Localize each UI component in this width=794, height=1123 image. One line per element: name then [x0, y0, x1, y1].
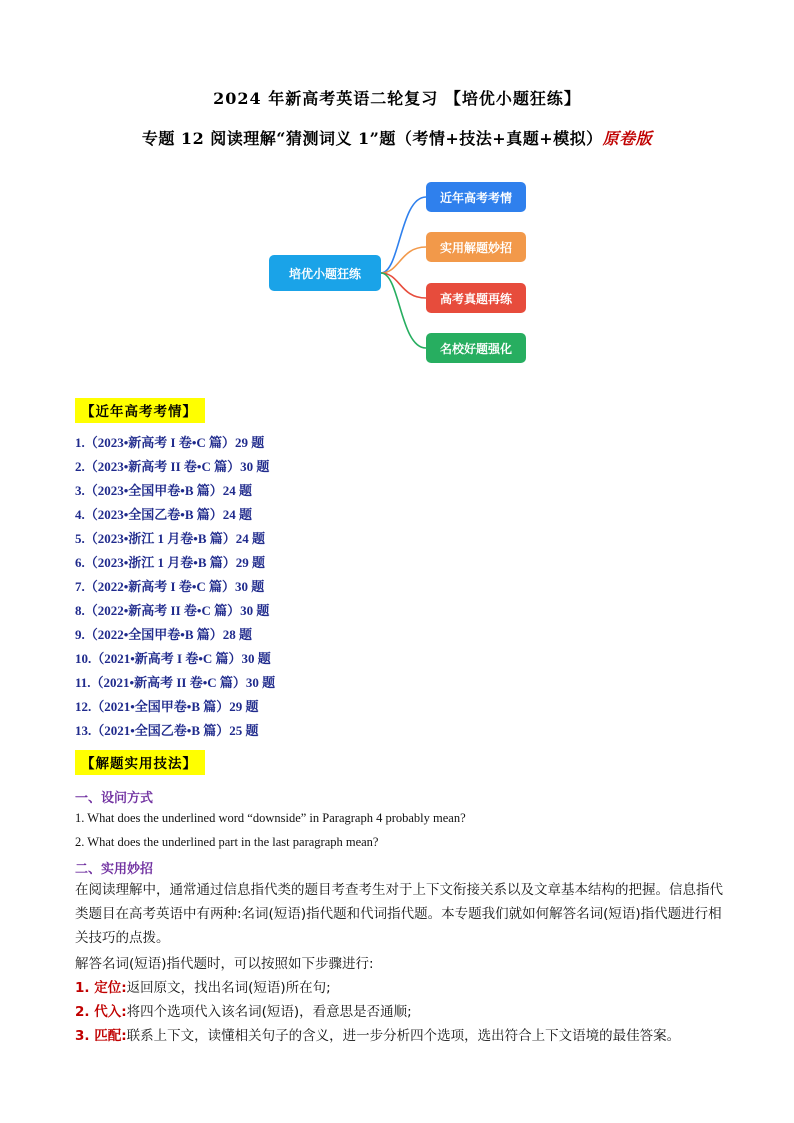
subheading-question-types: 一、设问方式 [75, 791, 154, 806]
page-title: 2024 年新高考英语二轮复习 【培优小题狂练】 [213, 89, 581, 108]
list-item: 5.（2023•浙江 1 月卷•B 篇）24 题 [75, 531, 266, 546]
section2-heading-label: 【解题实用技法】 [75, 750, 205, 775]
steps-intro: 解答名词(短语)指代题时，可以按照如下步骤进行: [75, 956, 374, 972]
list-item: 13.（2021•全国乙卷•B 篇）25 题 [75, 723, 259, 738]
step-match-text: 联系上下文，读懂相关句子的含义，进一步分析四个选项，选出符合上下文语境的最佳答案。 [126, 1028, 681, 1044]
section-heading-recent [75, 398, 205, 423]
step-locate-text: 返回原文，找出名词(短语)所在句; [126, 980, 331, 996]
list-item: 11.（2021•新高考 II 卷•C 篇）30 题 [75, 675, 276, 690]
subheading-practical-tips: 二、实用妙招 [75, 862, 154, 877]
mind-map [0, 170, 794, 370]
list-item: 3.（2023•全国甲卷•B 篇）24 题 [75, 483, 253, 498]
list-item: 9.（2022•全国甲卷•B 篇）28 题 [75, 627, 253, 642]
list-item: 2.（2023•新高考 II 卷•C 篇）30 题 [75, 459, 270, 474]
step-substitute-label: 2. 代入: [75, 1004, 127, 1020]
list-item: 7.（2022•新高考 I 卷•C 篇）30 题 [75, 579, 265, 594]
branch-school-questions: 名校好题强化 [426, 333, 526, 363]
section1-heading-label: 【近年高考考情】 [75, 398, 205, 423]
mind-map-connectors [0, 170, 794, 370]
list-item: 4.（2023•全国乙卷•B 篇）24 题 [75, 507, 253, 522]
question-example-2: 2. What does the underlined part in the last paragraph mean? [75, 835, 379, 849]
section-heading-techniques [75, 750, 205, 775]
page-subtitle [0, 126, 794, 149]
list-item: 10.（2021•新高考 I 卷•C 篇）30 题 [75, 651, 271, 666]
branch-recent-exams: 近年高考考情 [426, 182, 526, 212]
step-locate [75, 976, 331, 996]
list-item: 6.（2023•浙江 1 月卷•B 篇）29 题 [75, 555, 266, 570]
subtitle-main: 专题 12 阅读理解“猜测词义 1”题（考情+技法+真题+模拟） [141, 129, 603, 148]
step-substitute-text: 将四个选项代入该名词(短语)，看意思是否通顺; [126, 1004, 412, 1020]
list-item: 8.（2022•新高考 II 卷•C 篇）30 题 [75, 603, 270, 618]
list-item: 12.（2021•全国甲卷•B 篇）29 题 [75, 699, 259, 714]
mind-map-root: 培优小题狂练 [269, 255, 381, 291]
step-match [75, 1024, 680, 1044]
list-item: 1.（2023•新高考 I 卷•C 篇）29 题 [75, 435, 265, 450]
step-substitute [75, 1000, 412, 1020]
branch-practical-tips: 实用解题妙招 [426, 232, 526, 262]
step-match-label: 3. 匹配: [75, 1028, 127, 1044]
branch-real-exam-practice: 高考真题再练 [426, 283, 526, 313]
subtitle-version: 原卷版 [602, 129, 653, 148]
tips-paragraph: 在阅读理解中，通常通过信息指代类的题目考查考生对于上下文衔接关系以及文章基本结构的把握。信息指代类题目在高考英语中有两种:名词(短语)指代题和代词指代题。本专题我们就如何解答名词(短语)指代题进行相关技巧的点拨。 [75, 882, 723, 946]
question-example-1: 1. What does the underlined word “downside” in Paragraph 4 probably mean? [75, 811, 466, 825]
step-locate-label: 1. 定位: [75, 980, 127, 996]
